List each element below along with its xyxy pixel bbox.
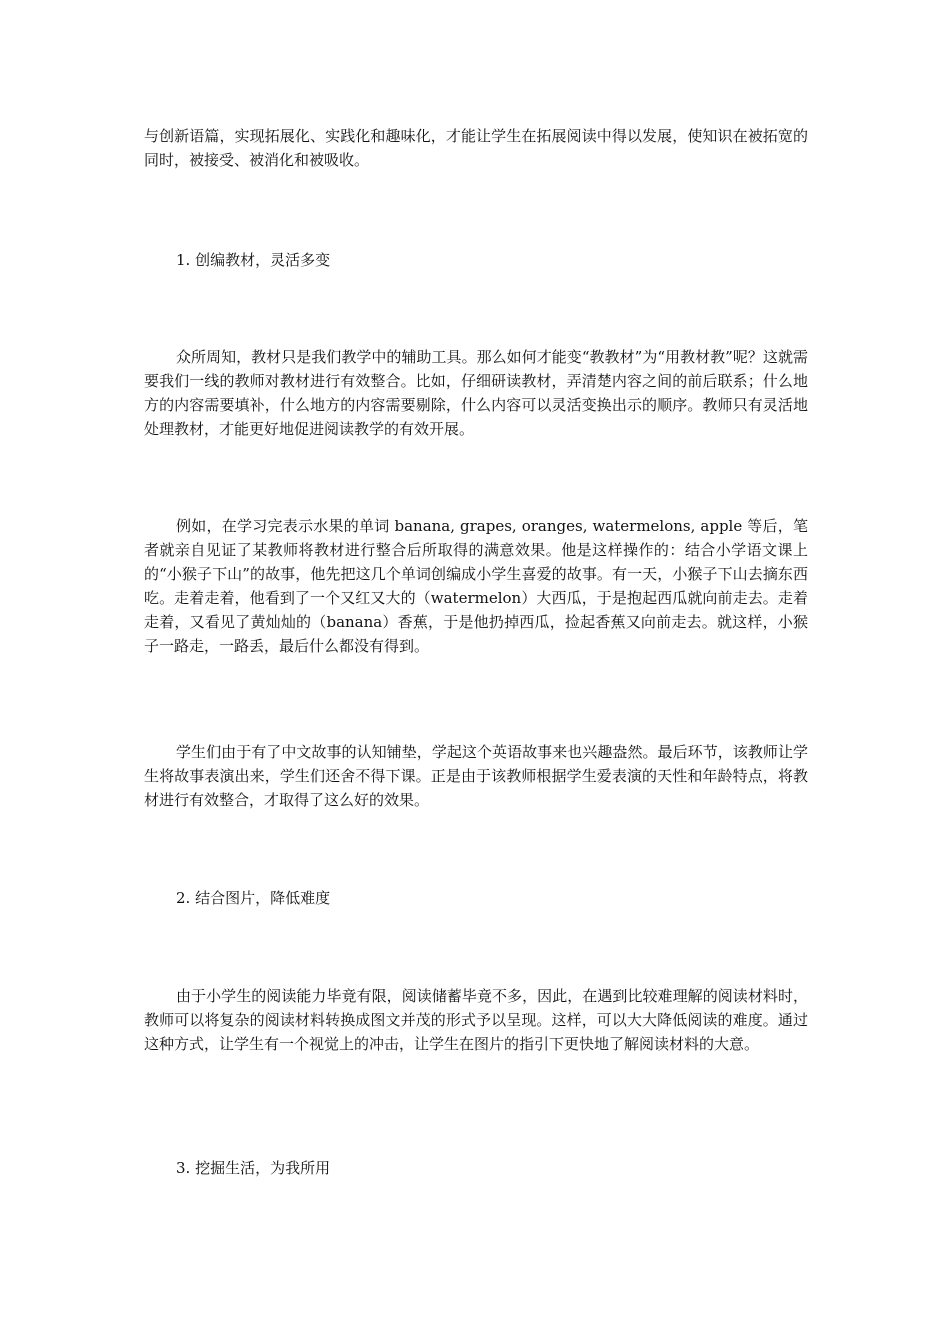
paragraph-intro-continuation: 与创新语篇，实现拓展化、实践化和趣味化，才能让学生在拓展阅读中得以发展，使知识在被拓宽的同时，被接受、被消化和被吸收。 — [144, 127, 808, 169]
paragraph-1c: 学生们由于有了中文故事的认知铺垫，学起这个英语故事来也兴趣盎然。最后环节，该教师让学生将故事表演出来，学生们还舍不得下课。正是由于该教师根据学生爱表演的天性和年龄特点，将教材进行有效整合，才取得了这么好的效果。 — [144, 743, 808, 809]
paragraph-2a: 由于小学生的阅读能力毕竟有限，阅读储蓄毕竟不多，因此，在遇到比较难理解的阅读材料时，教师可以将复杂的阅读材料转换成图文并茂的形式予以呈现。这样，可以大大降低阅读的难度。通过这种方式，让学生有一个视觉上的冲击，让学生在图片的指引下更快地了解阅读材料的大意。 — [144, 987, 808, 1053]
paragraph-1b: 例如，在学习完表示水果的单词 banana, grapes, oranges, watermelons, apple 等后，笔者就亲自见证了某教师将教材进行整合后所取得的满意效果。他是这样操作的：结合小学语文课上的“小猴子下山”的故事，他先把这几个单词创编成小学生喜爱的故事。有一天，小猴子下山去摘东西吃。走着走着，他看到了一个又红又大的（watermelon）大西瓜，于是抱起西瓜就向前走去。走着走着，又看见了黄灿灿的（banana）香蕉，于是他扔掉西瓜，捡起香蕉又向前走去。就这样，小猴子一路走，一路丢，最后什么都没有得到。 — [144, 517, 808, 655]
section-heading-2: 2. 结合图片，降低难度 — [176, 889, 331, 907]
section-heading-1: 1. 创编教材，灵活多变 — [176, 251, 331, 269]
paragraph-1a: 众所周知，教材只是我们教学中的辅助工具。那么如何才能变“教教材”为“用教材教”呢？这就需要我们一线的教师对教材进行有效整合。比如，仔细研读教材，弄清楚内容之间的前后联系；什么地方的内容需要填补，什么地方的内容需要剔除，什么内容可以灵活变换出示的顺序。教师只有灵活地处理教材，才能更好地促进阅读教学的有效开展。 — [144, 348, 808, 438]
section-heading-3: 3. 挖掘生活，为我所用 — [176, 1159, 331, 1177]
